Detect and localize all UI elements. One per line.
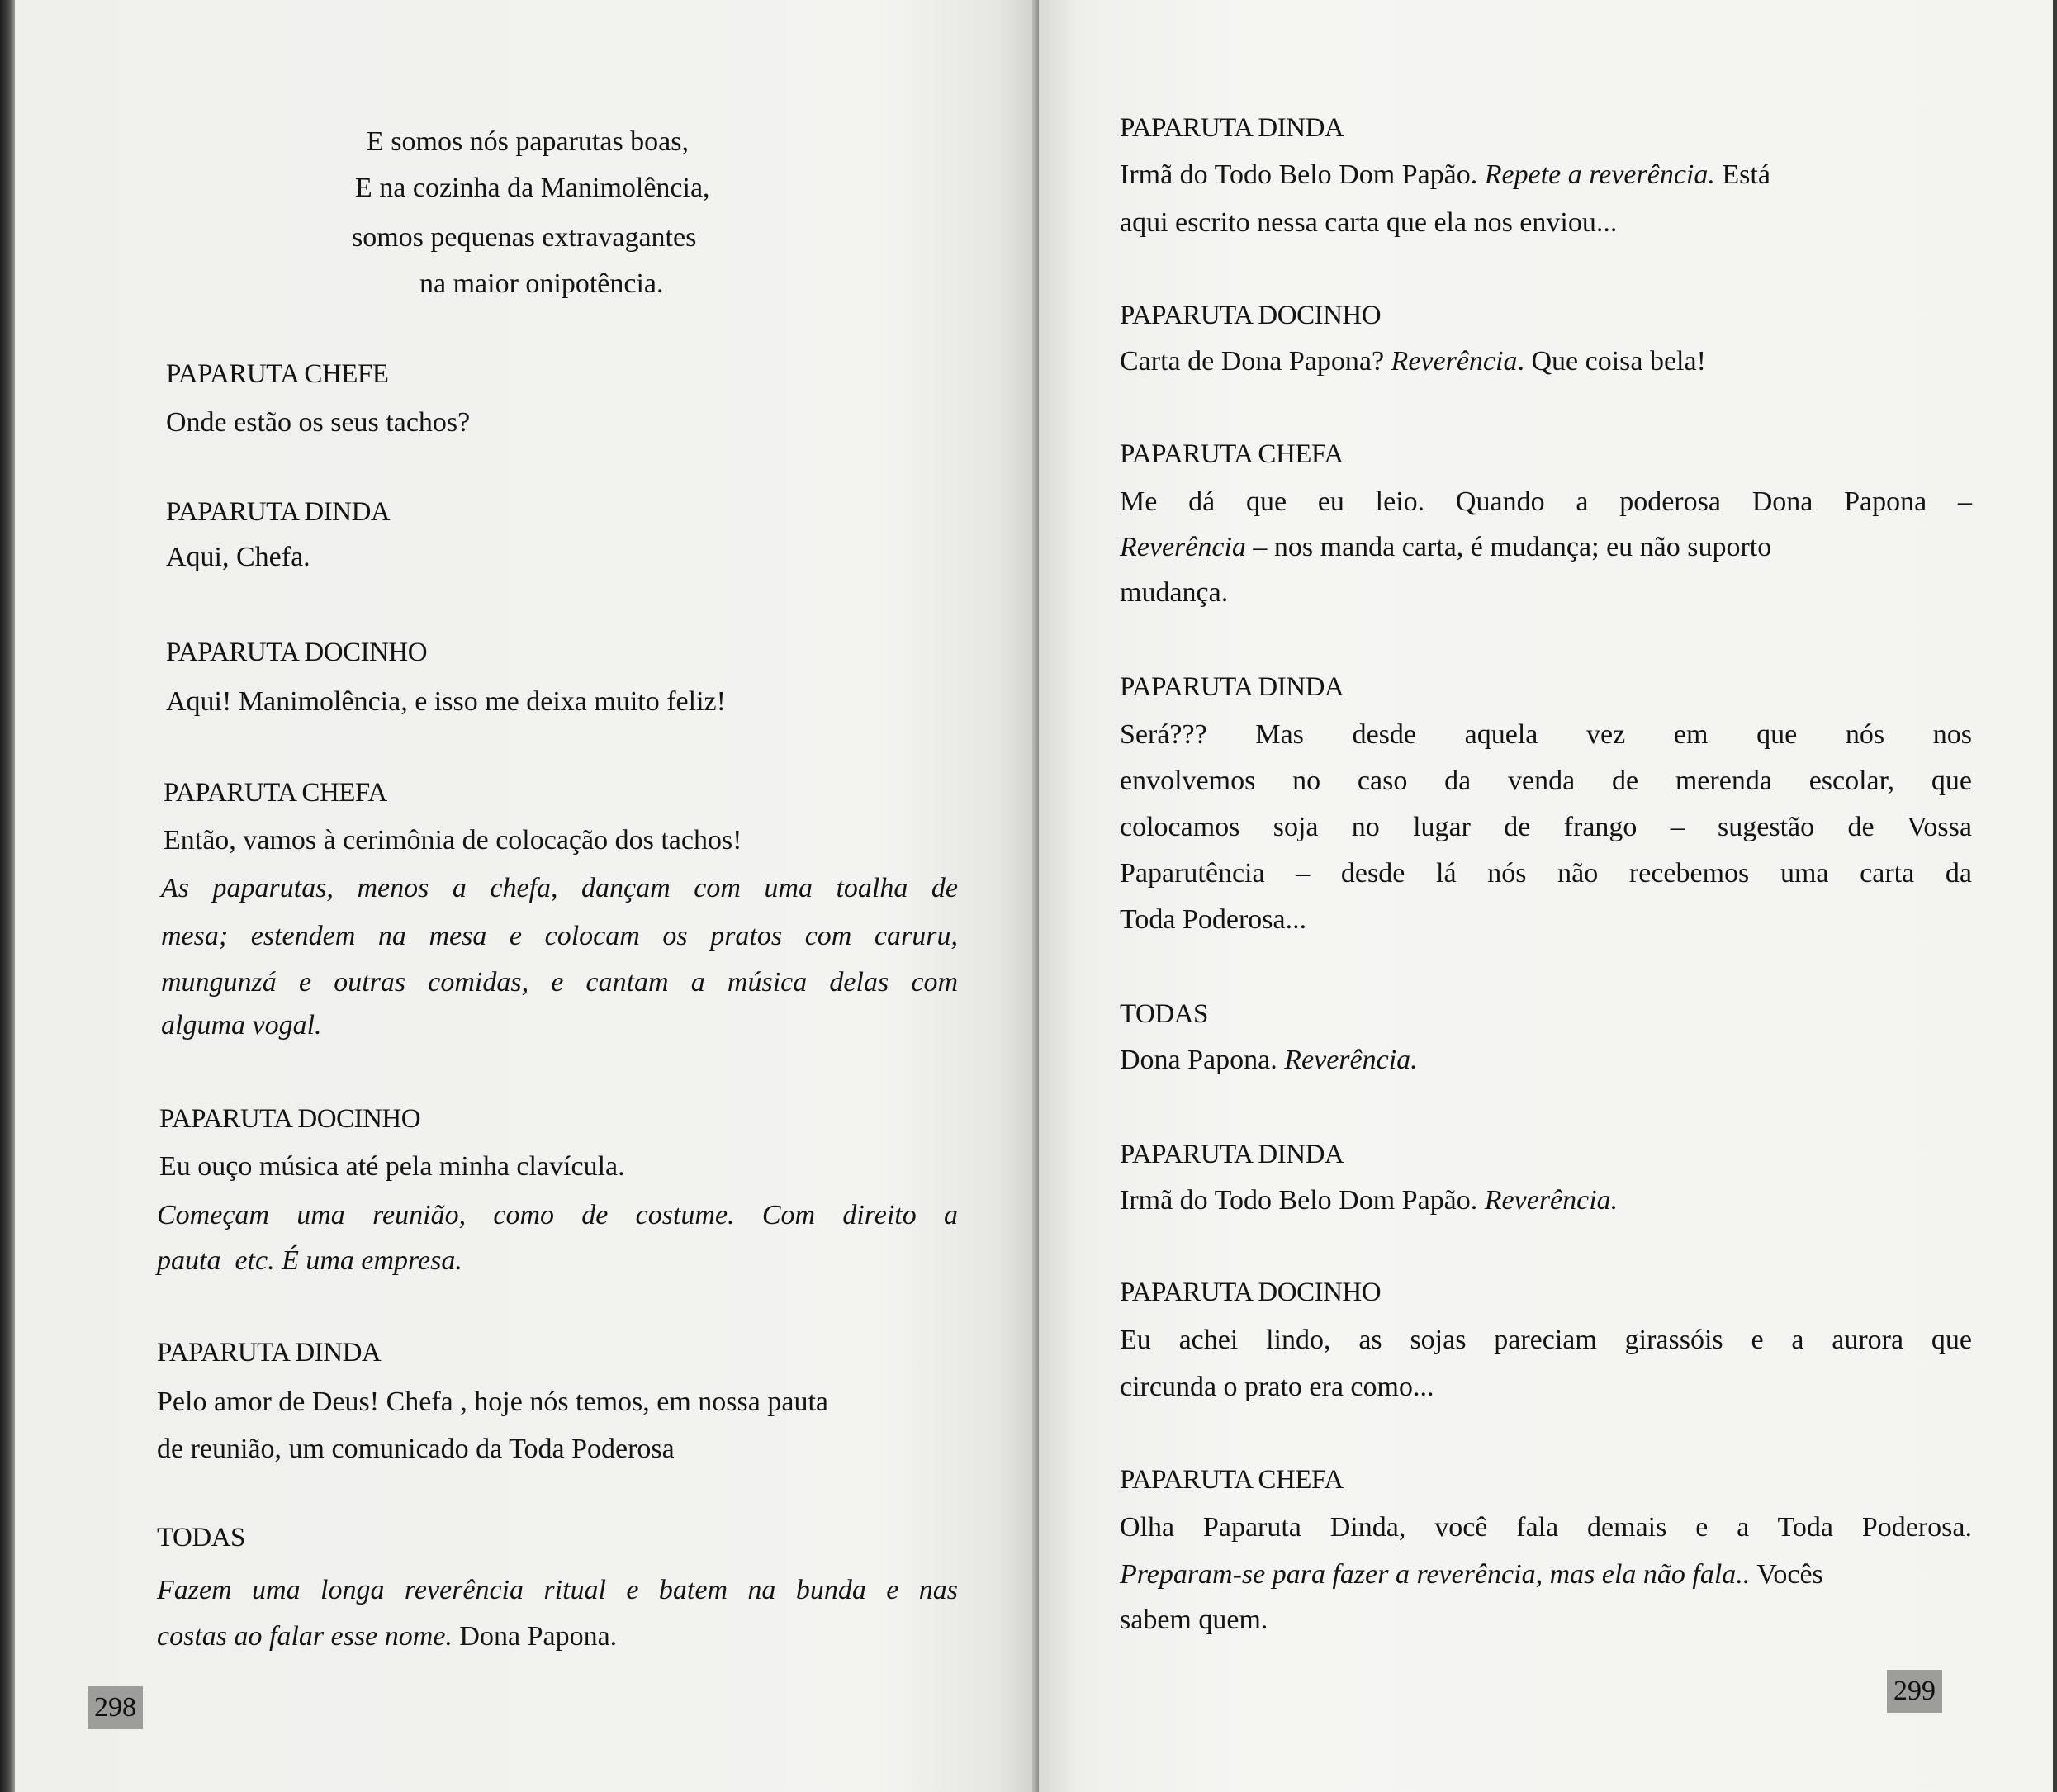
- stage-direction-text: Reverência.: [1484, 1185, 1619, 1216]
- dialogue-line: colocamos soja no lugar de frango – sugestão de Vossa: [1120, 812, 1972, 842]
- dialogue-line: Me dá que eu leio. Quando a poderosa Dona Papona –: [1120, 486, 1972, 517]
- dialogue-line: [1120, 531, 1771, 564]
- dialogue-text: Está: [1714, 159, 1770, 190]
- stage-direction: Fazem uma longa reverência ritual e batem na bunda e nas: [157, 1575, 958, 1605]
- dialogue-line: aqui escrito nessa carta que ela nos enviou...: [1120, 207, 1618, 238]
- page-number: 298: [88, 1686, 143, 1729]
- dialogue-text: Carta de Dona Papona?: [1120, 346, 1391, 377]
- dialogue-line: de reunião, um comunicado da Toda Poderosa: [157, 1434, 675, 1464]
- dialogue-line: Eu achei lindo, as sojas pareciam girassóis e a aurora que: [1120, 1325, 1972, 1355]
- dialogue-line: [1120, 1558, 1823, 1591]
- speaker-name: PAPARUTA DINDA: [1120, 113, 1344, 143]
- dialogue-line: Toda Poderosa...: [1120, 904, 1307, 935]
- dialogue-line: circunda o prato era como...: [1120, 1372, 1434, 1402]
- stage-direction-text: costas ao falar esse nome.: [157, 1621, 453, 1652]
- dialogue-text: . Que coisa bela!: [1517, 346, 1706, 377]
- dialogue-line: Olha Paparuta Dinda, você fala demais e a Toda Poderosa.: [1120, 1512, 1972, 1543]
- dialogue-line: Onde estão os seus tachos?: [166, 407, 471, 438]
- page-number: 299: [1887, 1670, 1942, 1713]
- stage-direction-text: Reverência: [1120, 532, 1246, 562]
- stage-direction: mesa; estendem na mesa e colocam os pratos com caruru,: [161, 921, 958, 951]
- dialogue-line: envolvemos no caso da venda de merenda escolar, que: [1120, 766, 1972, 796]
- dialogue-line: Então, vamos à cerimônia de colocação dos tachos!: [164, 825, 742, 856]
- speaker-name: PAPARUTA DINDA: [1120, 672, 1344, 702]
- speaker-name: PAPARUTA CHEFA: [164, 778, 387, 808]
- dialogue-line: sabem quem.: [1120, 1605, 1268, 1635]
- dialogue-text: Dona Papona.: [1120, 1045, 1285, 1075]
- song-line-1: E somos nós paparutas boas,: [367, 126, 690, 157]
- stage-direction: alguma vogal.: [161, 1010, 322, 1041]
- dialogue-text: Irmã do Todo Belo Dom Papão.: [1120, 159, 1485, 190]
- speaker-name: PAPARUTA DOCINHO: [1120, 301, 1382, 330]
- speaker-name: PAPARUTA DINDA: [157, 1338, 382, 1368]
- stage-direction: Começam uma reunião, como de costume. Com direito a: [157, 1200, 958, 1230]
- right-page: [1039, 0, 2053, 1792]
- stage-direction-text: Reverência.: [1284, 1045, 1418, 1075]
- page-edge-shadow: [0, 0, 15, 1792]
- speaker-name: PAPARUTA DINDA: [1120, 1140, 1344, 1169]
- dialogue-line: Aqui! Manimolência, e isso me deixa muito feliz!: [166, 686, 726, 717]
- song-line-3: somos pequenas extravagantes: [352, 222, 697, 253]
- stage-direction: As paparutas, menos a chefa, dançam com uma toalha de: [161, 873, 958, 903]
- song-line-2: E na cozinha da Manimolência,: [355, 173, 710, 203]
- dialogue-line: [1120, 345, 1706, 378]
- dialogue-text: Irmã do Todo Belo Dom Papão.: [1120, 1185, 1485, 1216]
- speaker-name: PAPARUTA DINDA: [166, 497, 391, 527]
- dialogue-line: Paparutência – desde lá nós não recebemos uma carta da: [1120, 858, 1972, 889]
- speaker-name: TODAS: [157, 1523, 245, 1553]
- speaker-name: PAPARUTA CHEFE: [166, 359, 389, 389]
- speaker-name: PAPARUTA DOCINHO: [159, 1104, 421, 1134]
- dialogue-line: [1120, 1184, 1618, 1217]
- speaker-name: PAPARUTA CHEFA: [1120, 439, 1344, 469]
- stage-direction-text: Repete a reverência.: [1484, 159, 1715, 190]
- speaker-name: PAPARUTA DOCINHO: [166, 638, 428, 667]
- left-page: [15, 0, 1039, 1792]
- dialogue-line: Aqui, Chefa.: [166, 542, 310, 572]
- stage-direction-text: Preparam-se para fazer a reverência, mas ela não fala..: [1120, 1559, 1751, 1590]
- song-line-4: na maior onipotência.: [419, 268, 664, 299]
- dialogue-text: Dona Papona.: [452, 1621, 618, 1652]
- speaker-name: TODAS: [1120, 999, 1208, 1029]
- speaker-name: PAPARUTA DOCINHO: [1120, 1278, 1382, 1307]
- dialogue-line: Eu ouço música até pela minha clavícula.: [159, 1151, 625, 1182]
- dialogue-text: Vocês: [1750, 1559, 1823, 1590]
- stage-direction: [157, 1620, 617, 1653]
- dialogue-line: Será??? Mas desde aquela vez em que nós nos: [1120, 719, 1972, 750]
- stage-direction: pauta etc. É uma empresa.: [157, 1245, 462, 1276]
- speaker-name: PAPARUTA CHEFA: [1120, 1465, 1344, 1495]
- dialogue-text: – nos manda carta, é mudança; eu não suporto: [1245, 532, 1772, 562]
- dialogue-line: [1120, 1044, 1418, 1077]
- dialogue-line: [1120, 159, 1770, 192]
- dialogue-line: mudança.: [1120, 577, 1229, 608]
- stage-direction: mungunzá e outras comidas, e cantam a música delas com: [161, 967, 958, 998]
- stage-direction-text: Reverência: [1391, 346, 1518, 377]
- dialogue-line: Pelo amor de Deus! Chefa , hoje nós temos, em nossa pauta: [157, 1387, 828, 1417]
